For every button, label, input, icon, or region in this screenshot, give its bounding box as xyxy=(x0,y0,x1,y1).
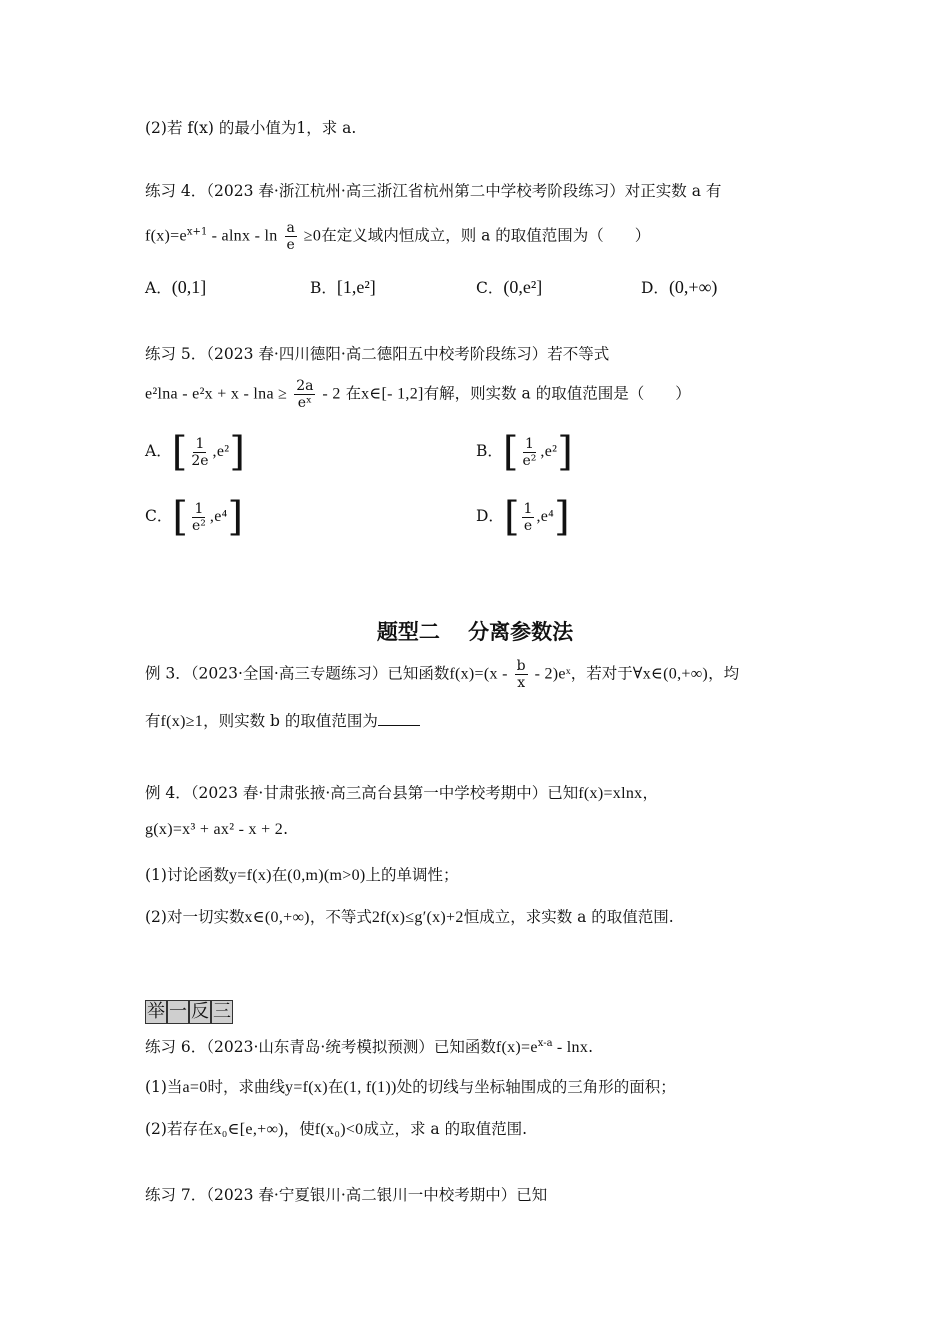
p4-option-label: C． xyxy=(476,279,504,297)
p5-option-label: D． xyxy=(476,507,504,525)
e4-q1-f: y=f(x) xyxy=(228,867,272,884)
tag-char: 举 xyxy=(147,1001,165,1022)
p6-line1 xyxy=(145,1033,593,1059)
e3-frac-num: b xyxy=(516,658,526,674)
p4-head: 练习 4．（2023 春·浙江杭州·高三浙江省杭州第二中学校考阶段练习）对正实数 a 有 xyxy=(145,182,722,200)
p5-option-label: C． xyxy=(145,507,173,525)
ex3-part2: (2)若 f(x) 的最小值为1，求 a. xyxy=(145,119,357,137)
p5-option-right: ,e² xyxy=(212,443,230,460)
p4-option-a xyxy=(145,276,206,298)
p5-option-den: e² xyxy=(522,452,537,469)
p4-option-d xyxy=(641,276,717,298)
p5-option-num: 1 xyxy=(523,500,533,517)
tag-char: 三 xyxy=(213,1001,231,1022)
p5-option-num: 1 xyxy=(194,500,204,517)
p4-frac-num: a xyxy=(286,220,295,236)
e3-frac-den: x xyxy=(517,675,526,691)
e3-formula: f(x)=(x - xyxy=(449,665,508,683)
p4-option-value: [1,e²] xyxy=(336,277,376,297)
p4-option-label: D． xyxy=(641,279,669,297)
answer-blank xyxy=(378,711,420,726)
p5-option-den: e² xyxy=(191,517,206,534)
p5-formula: e²lna - e²x + x - lna ≥ xyxy=(145,385,288,403)
p4-fraction xyxy=(285,220,297,253)
e3-forall: ∀x∈(0,+∞) xyxy=(632,665,709,683)
e4-head: 例 4．（2023 春·甘肃张掖·高三高台县第一中学校考期中）已知 xyxy=(145,784,579,802)
p4-formula-left: f(x)=e xyxy=(145,227,187,245)
p6-q1-b: 时，求曲线 xyxy=(207,1078,286,1096)
p6-q1-d: 处的切线与坐标轴围成的三角形的面积； xyxy=(396,1078,676,1096)
e4-q1-c: 上的单调性； xyxy=(365,866,459,884)
p6-q1-a: (1)当 xyxy=(145,1078,183,1096)
p4-option-c xyxy=(476,276,542,298)
p5-option-den: e xyxy=(523,517,533,534)
p6-f-tail: - lnx xyxy=(552,1039,589,1057)
p5-range: x∈[- 1,2] xyxy=(361,385,424,403)
p6-f: f(x)=e xyxy=(495,1039,538,1057)
e3-line2-formula: f(x)≥1 xyxy=(160,713,204,730)
tag-char: 一 xyxy=(169,1001,187,1022)
e4-q2-x: x∈(0,+∞) xyxy=(244,909,310,926)
p5-option-den: 2e xyxy=(191,452,209,469)
tag-char: 反 xyxy=(191,1001,209,1022)
p4-option-value: (0,1] xyxy=(171,277,207,297)
e3-head: 例 3．（2023·全国·高三专题练习）已知函数 xyxy=(145,664,450,683)
e4-q2-a: (2)对一切实数 xyxy=(145,908,245,926)
e4-q2 xyxy=(145,906,674,929)
e4-dot: . xyxy=(283,820,288,838)
p4-option-label: A． xyxy=(145,279,172,297)
p4-formula-exp: x+1 xyxy=(186,226,208,238)
e4-q2-c: 恒成立，求实数 a 的取值范围. xyxy=(463,908,674,926)
p5-tail: 有解，则实数 a 的取值范围是（ ） xyxy=(423,384,691,403)
p6-q1-c: 在 xyxy=(327,1078,344,1096)
p7-head: 练习 7．（2023 春·宁夏银川·高二银川一中校考期中）已知 xyxy=(145,1186,548,1204)
e3-mid: ，若对于 xyxy=(570,664,633,683)
e4-q1-b: 在 xyxy=(271,866,288,884)
p4-option-b xyxy=(310,276,376,298)
p4-formula-line xyxy=(145,220,650,253)
p4-frac-den: e xyxy=(286,237,295,253)
p5-option-a: A．[ $\frac{1}{2e}$ ,e²] xyxy=(145,429,245,475)
p4-option-value: (0,e²] xyxy=(503,277,543,297)
p6-q2 xyxy=(145,1118,527,1141)
p6-q1-cond: a=0 xyxy=(182,1079,208,1096)
p6-q1 xyxy=(145,1076,676,1099)
e4-q2-ineq: 2f(x)≤g′(x)+2 xyxy=(371,909,464,926)
e3-formula-tail: - 2)eˣ xyxy=(534,665,571,683)
practice-tag xyxy=(145,1000,233,1024)
e4-comma: ， xyxy=(642,784,658,802)
p5-option-c: C．[ $\frac{1}{\text{e²}}$ ,e⁴] xyxy=(145,494,244,540)
p5-option-b: B．[ $\frac{1}{\text{e²}}$ ,e²] xyxy=(476,429,573,475)
p5-frac-den: eˣ xyxy=(297,395,312,411)
e3-line2 xyxy=(145,710,420,733)
p5-fraction xyxy=(294,378,315,411)
e4-q1-a: (1)讨论函数 xyxy=(145,866,229,884)
p5-formula-tail: - 2 xyxy=(322,385,341,403)
p4-option-label: B． xyxy=(310,279,337,297)
e4-q1-int: (0,m)(m>0) xyxy=(287,867,366,884)
p6-q2-b: ，使 xyxy=(283,1120,315,1138)
p4-tail: 在定义域内恒成立，则 a 的取值范围为（ ） xyxy=(321,226,651,245)
p5-option-label: A． xyxy=(145,442,172,460)
p6-q2-c: 成立，求 a 的取值范围. xyxy=(363,1120,528,1138)
p5-option-d: D．[ $\frac{1}{e}$ ,e⁴] xyxy=(476,494,570,540)
e3-line1 xyxy=(145,658,739,691)
p4-formula-right: ≥0 xyxy=(303,227,322,245)
e4-q2-b: ，不等式 xyxy=(309,908,372,926)
p5-formula-line xyxy=(145,378,691,411)
p5-option-right: ,e² xyxy=(540,443,558,460)
p6-q1-curve: y=f(x) xyxy=(285,1079,328,1096)
p4-formula-mid: - alnx - ln xyxy=(207,227,278,245)
e4-q1 xyxy=(145,864,459,887)
e3-line2-a: 有 xyxy=(145,712,161,730)
p6-q2-x: x₀∈[e,+∞) xyxy=(213,1121,284,1138)
e3-fraction xyxy=(515,658,528,691)
p6-exp: x-a xyxy=(537,1038,553,1049)
p5-option-num: 1 xyxy=(524,435,534,452)
e4-line2 xyxy=(145,818,288,841)
p5-in: 在 xyxy=(345,384,362,403)
p6-q2-a: (2)若存在 xyxy=(145,1120,214,1138)
p6-head: 练习 6．（2023·山东青岛·统考模拟预测）已知函数 xyxy=(145,1038,496,1057)
p6-q1-pt: (1, f(1)) xyxy=(343,1079,397,1096)
p5-option-num: 1 xyxy=(195,435,205,452)
e4-g: g(x)=x³ + ax² - x + 2 xyxy=(145,821,284,838)
section-title: 题型二 分离参数法 xyxy=(376,620,574,644)
e4-line1 xyxy=(145,782,658,805)
p5-frac-num: 2a xyxy=(296,378,314,394)
e3-line2-b: ，则实数 b 的取值范围为 xyxy=(203,712,378,730)
e4-f: f(x)=xlnx xyxy=(578,785,643,802)
p6-q2-ineq: f(x₀)<0 xyxy=(314,1121,364,1138)
p5-option-right: ,e⁴ xyxy=(209,508,228,525)
p5-option-label: B． xyxy=(476,442,503,460)
p4-option-value: (0,+∞) xyxy=(668,277,718,297)
e3-end: ，均 xyxy=(708,664,740,683)
p6-dot: . xyxy=(588,1038,594,1057)
p5-option-right: ,e⁴ xyxy=(536,508,555,525)
p5-head: 练习 5．（2023 春·四川德阳·高二德阳五中校考阶段练习）若不等式 xyxy=(145,345,610,363)
